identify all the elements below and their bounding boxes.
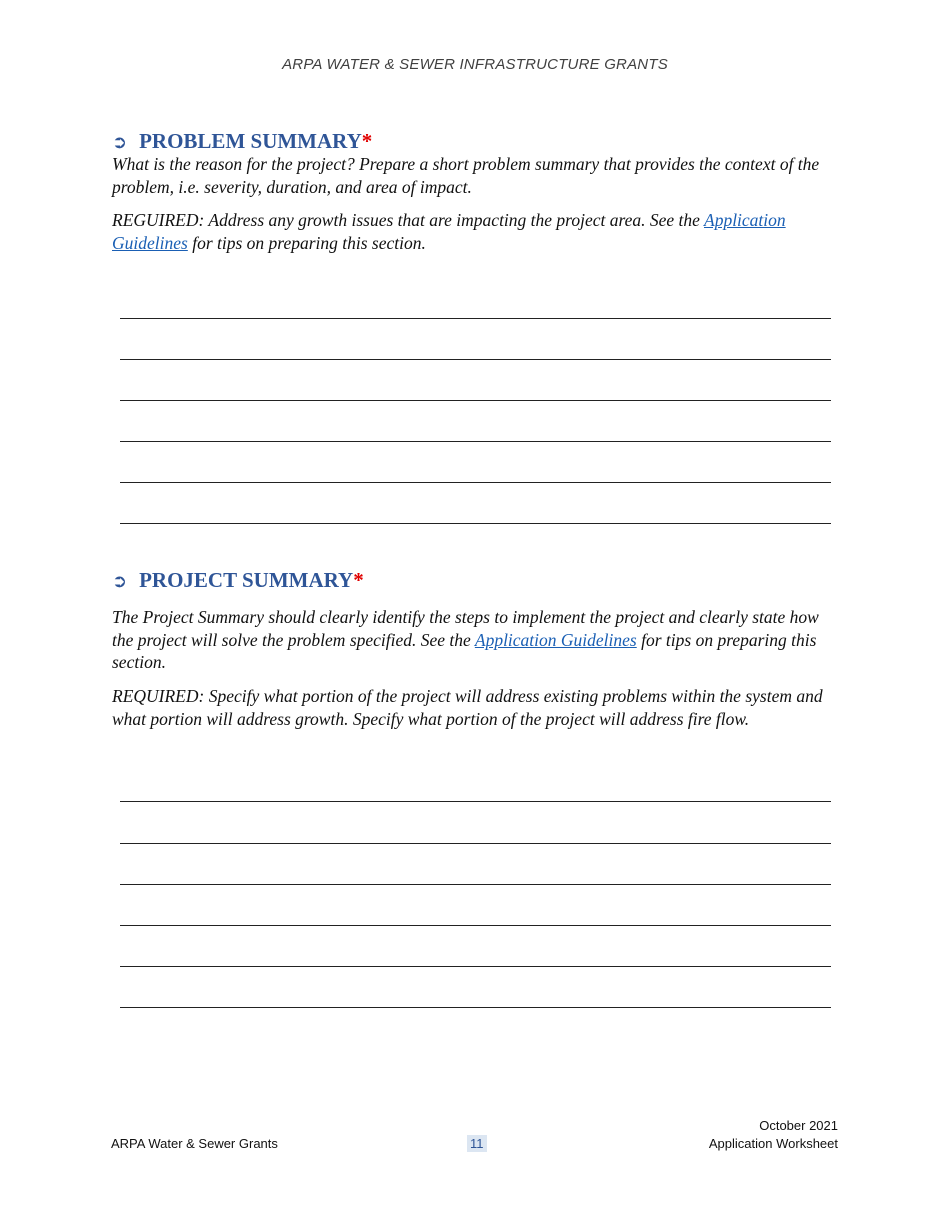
problem-summary-intro: What is the reason for the project? Prepare a short problem summary that provides the context of the problem, i.e. severity, duration, and area of impact. xyxy=(112,154,820,197)
required-asterisk: * xyxy=(353,568,364,592)
problem-answer-line-6[interactable] xyxy=(120,523,831,524)
problem-answer-line-3[interactable] xyxy=(120,400,831,401)
arrow-right-icon: ➲ xyxy=(112,132,128,153)
project-summary-required: REQUIRED: Specify what portion of the project will address existing problems within the system and what portion will address growth. Specify what portion of the project will address fire flow. xyxy=(112,686,823,729)
project-intro-suffix: for tips on preparing this section. xyxy=(112,629,817,672)
problem-answer-line-2[interactable] xyxy=(120,359,831,360)
application-guidelines-link[interactable]: Application Guidelines xyxy=(112,210,786,253)
project-summary-heading xyxy=(112,568,364,593)
page-number xyxy=(467,1136,487,1151)
project-summary-intro xyxy=(112,606,842,674)
project-answer-line-2[interactable] xyxy=(120,843,831,844)
page-number-value: 11 xyxy=(467,1135,487,1152)
project-summary-title: PROJECT SUMMARY xyxy=(139,568,354,592)
problem-answer-line-1[interactable] xyxy=(120,318,831,319)
project-answer-line-1[interactable] xyxy=(120,801,831,802)
project-answer-line-5[interactable] xyxy=(120,966,831,967)
problem-answer-line-4[interactable] xyxy=(120,441,831,442)
problem-summary-heading xyxy=(112,129,372,154)
problem-required-text: REGUIRED: Address any growth issues that are impacting the project area. See the xyxy=(112,210,700,230)
problem-summary-required xyxy=(112,209,842,254)
problem-answer-line-5[interactable] xyxy=(120,482,831,483)
project-answer-line-6[interactable] xyxy=(120,1007,831,1008)
document-header-title: ARPA WATER & SEWER INFRASTRUCTURE GRANTS xyxy=(282,56,668,73)
required-asterisk: * xyxy=(361,129,373,153)
project-answer-line-3[interactable] xyxy=(120,884,831,885)
footer-left: ARPA Water & Sewer Grants xyxy=(111,1136,278,1151)
problem-required-suffix: for tips on preparing this section. xyxy=(192,232,426,253)
application-guidelines-link[interactable]: Application Guidelines xyxy=(474,629,637,650)
arrow-right-icon: ➲ xyxy=(112,571,128,592)
footer-right-title: Application Worksheet xyxy=(708,1136,838,1151)
problem-summary-title: PROBLEM SUMMARY xyxy=(139,129,362,153)
project-answer-line-4[interactable] xyxy=(120,925,831,926)
project-intro-text: The Project Summary should clearly identify the steps to implement the project and clearly state how the project will solve the problem specified. See the xyxy=(112,607,819,650)
footer-date: October 2021 xyxy=(759,1118,838,1133)
